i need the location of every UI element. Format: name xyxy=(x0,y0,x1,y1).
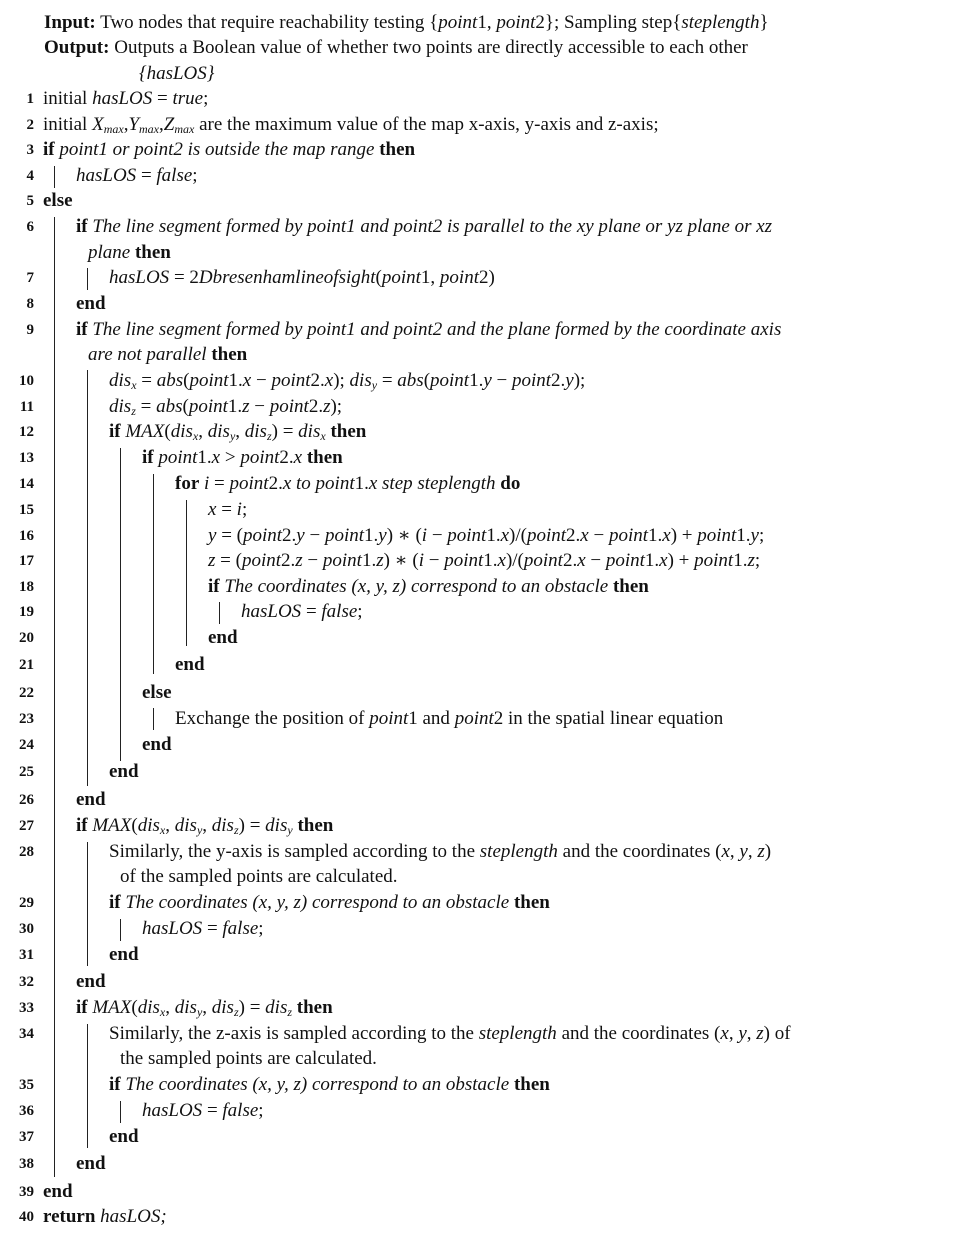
line-number: 10 xyxy=(19,373,34,389)
line-text: if MAX(dis$_x$, dis$_y$, dis$_z$) = dis$_z$ then xyxy=(76,997,333,1019)
line-number: 5 xyxy=(26,193,34,209)
line-number: 40 xyxy=(19,1209,34,1225)
indent-guide xyxy=(153,474,154,674)
line-text: hasLOS = false; xyxy=(142,918,264,939)
line-text: dis$_x$ = abs(point1.x − point2.x); dis$_y$ = abs(point1.y − point2.y); xyxy=(109,370,586,392)
line-text: end xyxy=(109,944,139,965)
line-text: initial hasLOS = true; xyxy=(43,88,209,109)
line-text: if The line segment formed by point1 and point2 and the plane formed by the coordinate axis xyxy=(76,319,782,340)
line-number: 4 xyxy=(26,168,34,184)
line-text: end xyxy=(109,1126,139,1147)
line-text: end xyxy=(208,627,238,648)
line-text: x = i; xyxy=(208,499,248,520)
line-number: 35 xyxy=(19,1077,34,1093)
line-number: 12 xyxy=(19,424,34,440)
line-number: 34 xyxy=(19,1026,34,1042)
output-text: Outputs a Boolean value of whether two points are directly accessible to each other xyxy=(114,37,748,58)
output-label: Output: xyxy=(44,37,110,58)
line-number: 36 xyxy=(19,1103,34,1119)
indent-guide xyxy=(120,919,121,941)
indent-guide xyxy=(186,500,187,646)
line-number: 7 xyxy=(26,270,34,286)
line-number: 25 xyxy=(19,764,34,780)
line-number: 9 xyxy=(26,322,34,338)
line-number: 14 xyxy=(19,476,34,492)
line-text: if MAX(dis$_x$, dis$_y$, dis$_z$) = dis$_y$ then xyxy=(76,815,334,837)
line-text: are not parallel then xyxy=(88,344,248,365)
line-text: hasLOS = 2Dbresenhamlineofsight(point1, point2) xyxy=(109,267,495,288)
line-number: 15 xyxy=(19,502,34,518)
line-text: else xyxy=(43,190,73,211)
line-text: end xyxy=(43,1181,73,1202)
line-number: 19 xyxy=(19,604,34,620)
indent-guide xyxy=(219,602,220,624)
line-number: 21 xyxy=(19,657,34,673)
line-text: hasLOS = false; xyxy=(142,1100,264,1121)
line-number: 33 xyxy=(19,1000,34,1016)
line-number: 3 xyxy=(26,142,34,158)
indent-guide xyxy=(153,708,154,730)
line-text: if point1.x > point2.x then xyxy=(142,447,343,468)
line-number: 22 xyxy=(19,685,34,701)
line-number: 18 xyxy=(19,579,34,595)
line-text: end xyxy=(175,654,205,675)
output-text-cont: {hasLOS} xyxy=(139,63,215,84)
line-text: if The coordinates (x, y, z) correspond to an obstacle then xyxy=(109,1074,550,1095)
line-text: if The coordinates (x, y, z) correspond to an obstacle then xyxy=(208,576,649,597)
line-text: if The coordinates (x, y, z) correspond to an obstacle then xyxy=(109,892,550,913)
line-text: z = (point2.z − point1.z) ∗ (i − point1.x)/(point2.x − point1.x) + point1.z; xyxy=(208,550,761,571)
line-number: 38 xyxy=(19,1156,34,1172)
line-text: end xyxy=(76,789,106,810)
line-text: end xyxy=(76,971,106,992)
line-number: 28 xyxy=(19,844,34,860)
line-text: if The line segment formed by point1 and point2 is parallel to the xy plane or yz plane or xz xyxy=(76,216,773,237)
line-number: 26 xyxy=(19,792,34,808)
line-number: 2 xyxy=(26,117,34,133)
line-text: return hasLOS; xyxy=(43,1206,167,1227)
line-number: 32 xyxy=(19,974,34,990)
line-text: of the sampled points are calculated. xyxy=(120,866,398,887)
line-text: end xyxy=(109,761,139,782)
indent-guide xyxy=(120,448,121,761)
indent-guide xyxy=(87,1024,88,1148)
line-number: 17 xyxy=(19,553,34,569)
line-number: 23 xyxy=(19,711,34,727)
line-number: 39 xyxy=(19,1184,34,1200)
line-text: hasLOS = false; xyxy=(76,165,198,186)
line-number: 30 xyxy=(19,921,34,937)
indent-guide xyxy=(87,268,88,290)
line-number: 37 xyxy=(19,1129,34,1145)
line-number: 20 xyxy=(19,630,34,646)
indent-guide xyxy=(87,842,88,966)
line-text: dis$_z$ = abs(point1.z − point2.z); xyxy=(109,396,343,418)
line-text: else xyxy=(142,682,172,703)
line-text: hasLOS = false; xyxy=(241,601,363,622)
indent-guide xyxy=(54,166,55,188)
line-text: Exchange the position of point1 and point2 in the spatial linear equation xyxy=(175,708,724,729)
line-text: end xyxy=(142,734,172,755)
input-line xyxy=(44,10,769,36)
line-number: 6 xyxy=(26,219,34,235)
line-text: y = (point2.y − point1.y) ∗ (i − point1.x)/(point2.x − point1.x) + point1.y; xyxy=(208,525,765,546)
line-text: end xyxy=(76,1153,106,1174)
line-number: 16 xyxy=(19,528,34,544)
input-label: Input: xyxy=(44,12,96,33)
input-text: Two nodes that require reachability testing {point1, point2}; Sampling step{steplength} xyxy=(100,12,769,33)
line-text: end xyxy=(76,293,106,314)
line-number: 1 xyxy=(26,91,34,107)
line-number: 27 xyxy=(19,818,34,834)
line-text: if MAX(dis$_x$, dis$_y$, dis$_z$) = dis$_x$ then xyxy=(109,421,367,443)
line-number: 24 xyxy=(19,737,34,753)
line-text: for i = point2.x to point1.x step steplength do xyxy=(175,473,521,494)
line-number: 29 xyxy=(19,895,34,911)
output-line-cont xyxy=(139,61,214,87)
line-text: Similarly, the z-axis is sampled according to the steplength and the coordinates (x, y, z) of xyxy=(109,1023,791,1044)
line-text: plane then xyxy=(88,242,171,263)
indent-guide xyxy=(87,370,88,786)
line-number: 8 xyxy=(26,296,34,312)
line-text: if point1 or point2 is outside the map range then xyxy=(43,139,416,160)
line-number: 31 xyxy=(19,947,34,963)
line-text: Similarly, the y-axis is sampled according to the steplength and the coordinates (x, y, z) xyxy=(109,841,772,862)
line-number: 13 xyxy=(19,450,34,466)
indent-guide xyxy=(54,217,55,1177)
output-line xyxy=(44,35,748,61)
indent-guide xyxy=(120,1101,121,1123)
line-text: the sampled points are calculated. xyxy=(120,1048,377,1069)
line-number: 11 xyxy=(19,399,34,415)
line-text: initial $X_{max},Y_{max},Z_{max}$ are the maximum value of the map x-axis, y-axis and z-axis; xyxy=(43,114,659,136)
